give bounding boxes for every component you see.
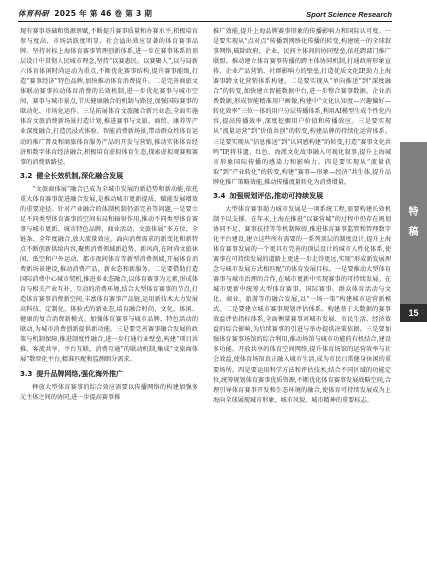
paragraph: “文旅商体展”融合已成为全城市发展的新趋势和新动能,依托重大体育赛事促进融合发展,是推动城市更新提质、赋能发展增效的重要途径。针对产业融合的体制机制仍需完善等问题,一是要立足不同类型体育赛事的空间布局和辐射作用,推动不同类型体育赛事与城市更新、城市特色品牌、商业活动、文旅体展“多方位、全链条、全年度融合,放大流量效应。面向消费需求的新变化和新特点不断创新供给内容,聚焦消费领域新趋势、新风尚,在时尚文旅休闲、低空和户外运动、都市夜间体育等新型消费领域,开展体育消费新场景建设,推动消费产品、新业态和新服务。二是要借助打造国际消费中心城市契机,推进多业态融合,以体育赛事为元素,形成体育与相关产业互补、互动的消费环境,结合大型体育赛事的节点,打造体育赛事消费新空间,丰富体育赛事产品链,运用新技术大力发展高科技、定制化、体验式的新业态,培育融合时尚、文化、体闲、健康的复合消费新模式。加强体育赛事与城市品牌、特色活动的联动,为城市消费创新提供新功能。三是要完善赛事融合发展的政策与机制保障,推进制度性融合,进一步打通行业壁垒,构建“项目共推、客流共享、平台互联、消费互通”的联动机制,集成“文旅商体展”数智化平台,精准匹配和监测细分需求。 <box>20 185 198 364</box>
left-column <box>20 27 198 403</box>
journal-name: 体育科研 <box>18 9 50 18</box>
page-number: 15 <box>400 304 427 322</box>
section-heading-3-2 <box>20 171 198 182</box>
sidebar-char: 稿 <box>408 227 419 238</box>
section-title: 加强规划评估,推动可持续发展 <box>229 191 324 200</box>
running-header <box>18 6 392 22</box>
section-heading-3-3 <box>20 369 198 380</box>
section-sidebar-tab <box>400 142 427 304</box>
section-number: 3.3 <box>20 369 33 378</box>
journal-issue <box>18 8 152 19</box>
paragraph: 大型体育赛事助力城市发展是一项系统工程,需要构建长效机制予以支撑。在年末,上海在推进“以赛营城”的过程中仍存在规划协同不足、赛事扶持等等机制障碍,推进体育赛事监管和管理数字化平台建设,建立这些所有需要的一系列顶层的制度设计,提升上海体育赛事发展的一个更具有完善的顶层设计的城市人性化体系,使赛事在可持续发展的道路上更进一步走得更远,实现“形成新发展理念与城市发展方式相匹配”的体育发展目标。一是要推动大型体育赛事与城市治理的合作,在城市更新中实现赛事的可持续发展。在城市更新中统筹大型体育赛事、国际赛事、群众体育活动与文化、商业、旅游等的融合发展,以“一场一策”构建城市运营新模式。二是要建立城市赛事规划评估体系。构建基于大数据的赛事效益评估指标体系,全面衡量赛事对城市发展、市民生活、经济效益的综合影响,为后续赛事的引进与举办提供决策依据。三是要加强体育赛事场馆的综合利用,推动场馆与城市功能的有机结合,建设多功能、开放共享的体育空间网络,提升体育场馆的运营效率与社会效益,使体育场馆真正融入城市生活,成为市民日常健身休闲的重要场所。四是要运用科学方法和评估技术,结合不同区域的功能定位,统筹规划体育赛事优质资源,不断优化体育赛事发展战略空间,合理引导体育赛事开发和生态环境的融合,使体育可持续发展成为上海向全球展现城市形象、城市风貌、城市精神的重要标志。 <box>213 205 391 404</box>
section-title: 提升品牌网络,强化海外推广 <box>36 369 124 378</box>
sidebar-char: 特 <box>408 207 419 218</box>
section-heading-3-4 <box>213 191 391 202</box>
section-number: 3.4 <box>213 191 226 200</box>
journal-english-title: Sport Science Research <box>306 10 392 19</box>
paragraph: 释放大型体育赛事的综合效应需要以传播网络的构建加强多元主体之间的协同,进一步提高赛事推 <box>20 383 198 401</box>
issue-info: 2025 年 第 46 卷 第 3 期 <box>54 9 153 18</box>
section-number: 3.2 <box>20 171 33 180</box>
paragraph: 推广效能,提升上海品牌赛事形象的传播影响力和国际认可度。一是要实现从“点对点”传播到网络化传播的转变,构建统一的全球叙事网络,破除政府、企业、民间主体间的协同壁垒,依托跨部门推广联盟。推动建立体育赛事传播的跨主体协同机制,打通政府形象宣传、企业产品营销、社群影响力的壁垒,打造优质文化IP,助力上海赛事跨文化营销体系构建。二是要实现从“单向推送”到“深度融合”的转变,加快建立智能数据中台,进一步整合赛事数据、企业消费数据,形成智能精准用户画像,构建中“文化认知度—兴趣偏好—转化效率”三位一体的用户分层传播体系,利用AI模型生成个性化内容,提高传播效率,深度挖掘用户价值和传播效应。三是要实现从“流量运营”到“价值共创”的转变,构建品牌的持续化运营体系。三是要实现从“信息推送”到“认同感构建”的转变,打造“赛事文化共鸣”IP,将非遗、红色、海派文化故事融入可视化叙事,提升上海城市形象国际传播的感染力和影响力。四是要实现从“流量获取”到“产业转化”的转变,构建“赛事—形象—经济”共生体,提升品牌化推广策略效能,推动传播流量转化为消费增量。 <box>213 28 391 186</box>
section-title: 健全长效机制,深化融合发展 <box>36 171 124 180</box>
paragraph: 现有赛事基础和资源禀赋,不断提升赛事质量和办赛水平,积极培育参与度高、市场活跃度明显、社会溢出效应显著的体育赛事品牌。坚持对标上海体育赛事管理创新体系,进一步在赛事体系的顶层设计中贯彻人民城市理念,坚持“以赛惠民、以赛聚人”,以与局新六体育体闲时尚运动为重点,不断优化赛事结构,提升赛事能级,打造“赛事经济”特色品牌,加快推动体育消费提升。二是完善商旅文体联动赛事拉动体育消费的长效机制,进一步优化赛事与城市空间、赛事与城市景点,节庆健康融合的机制与路径,加强国际赛事的联动化、市场化运作。三是拓展体育文旅融合新兴业态,全面实施体育文旅消费新场景打造计划,推进赛事与文旅、商贸、康养等产业深度融合,打造沉浸式体验、智能消费新场景,带动群众性体育运动的推广普及和商旅体育服务产品的开发与营销,推动实体体育经济和数字体育经济融合,积极培育虚拟体育生态,探索虚拟观赛和赛事的消费新路径。 <box>20 28 198 166</box>
right-column <box>213 27 391 406</box>
